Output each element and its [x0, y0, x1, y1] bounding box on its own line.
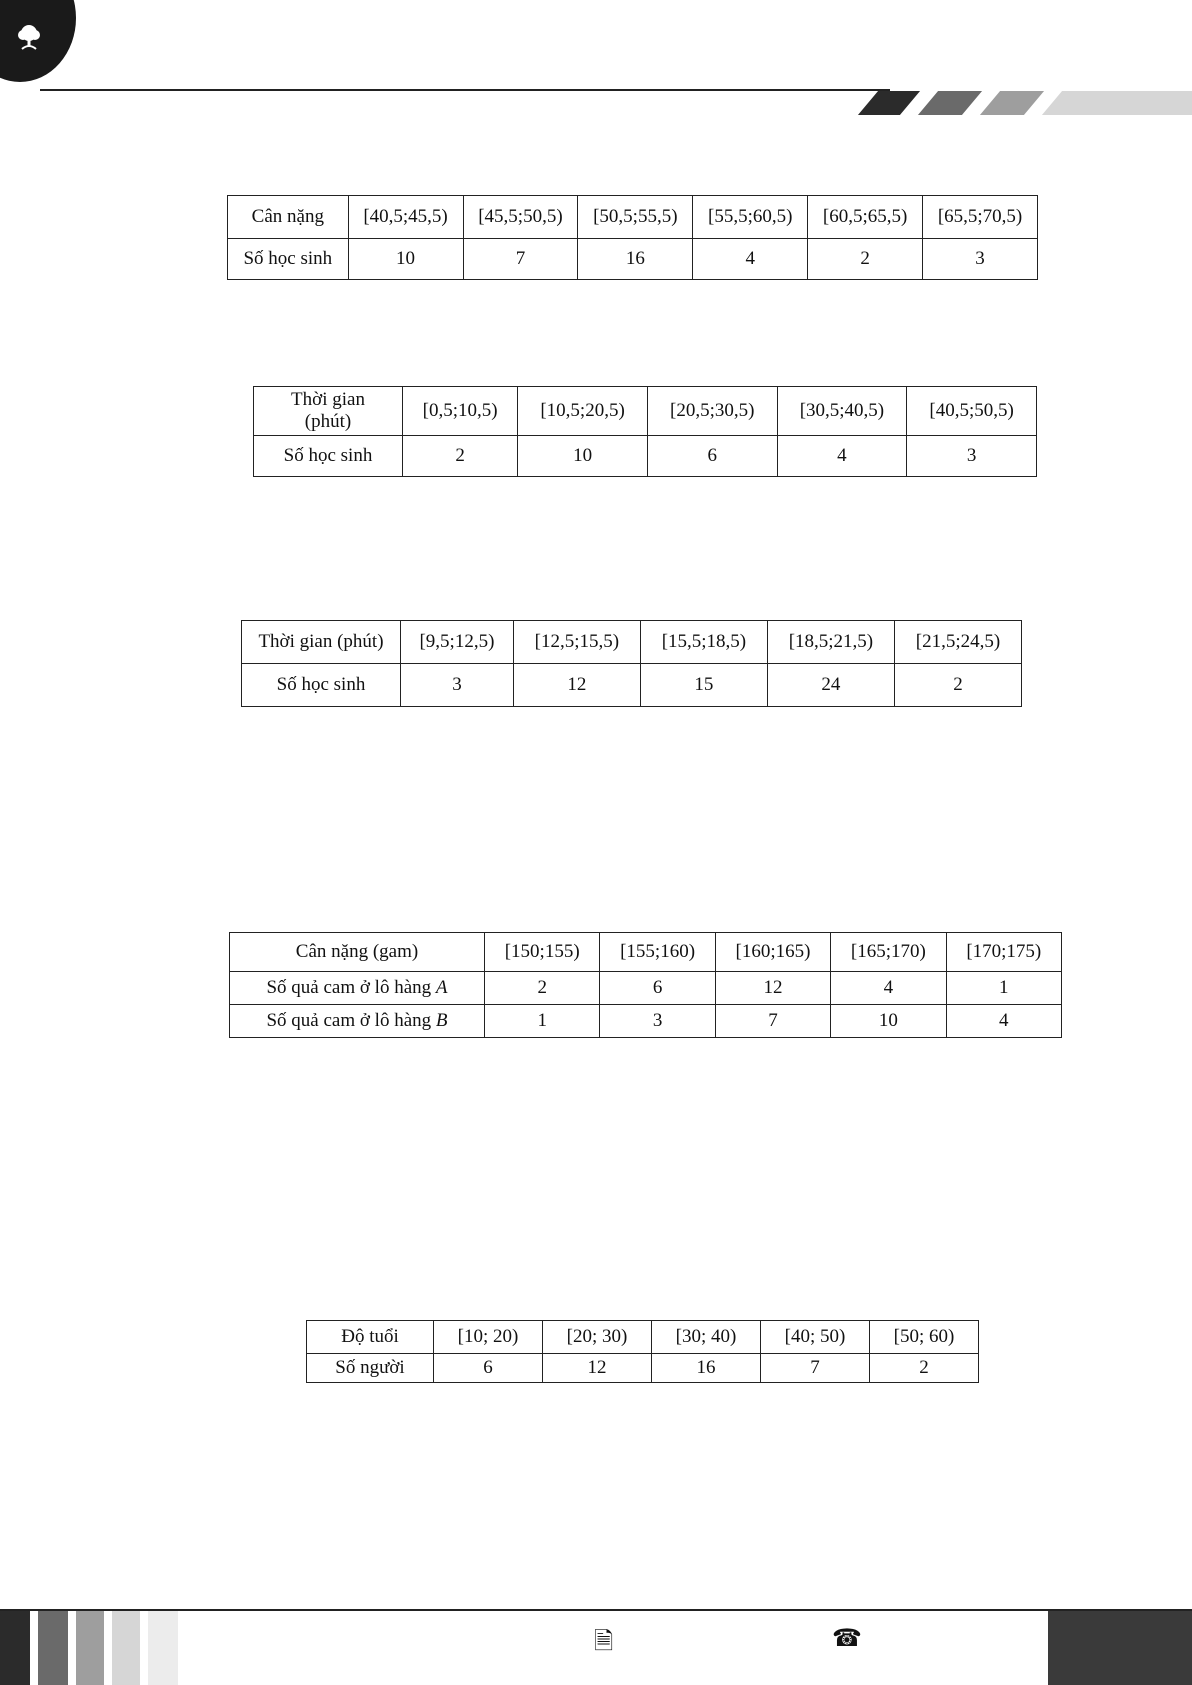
header-stripe: [980, 91, 1044, 115]
table-header-cell: [40; 50): [761, 1321, 870, 1354]
header-stripe: [1042, 91, 1192, 115]
time-table-2: [241, 620, 1022, 707]
table-header-cell: Thời gian (phút): [242, 621, 401, 664]
table-cell: [230, 1005, 485, 1038]
table-header-cell: [30; 40): [652, 1321, 761, 1354]
table-row: [242, 621, 1022, 664]
table-row: [307, 1321, 979, 1354]
table-header-cell: [45,5;50,5): [463, 196, 578, 239]
table-cell: Số học sinh: [254, 436, 403, 477]
row-variable: A: [435, 977, 448, 998]
table-header-cell: Độ tuổi: [307, 1321, 434, 1354]
table-cell: 2: [870, 1354, 979, 1383]
table-cell: 16: [652, 1354, 761, 1383]
row-variable: B: [435, 1010, 448, 1031]
table-row: [307, 1354, 979, 1383]
footer-block: [112, 1611, 140, 1685]
header-rule: [40, 89, 890, 91]
header-stripe: [858, 91, 920, 115]
age-table: [306, 1320, 979, 1383]
table-header-cell: [65,5;70,5): [923, 196, 1038, 239]
table-header-cell: Cân nặng (gam): [230, 933, 485, 972]
table-cell: 2: [808, 239, 923, 280]
time-table-1: [253, 386, 1037, 477]
table-cell: 4: [693, 239, 808, 280]
table-header-cell: [170;175): [946, 933, 1061, 972]
weight-table: [227, 195, 1038, 280]
document-icon: 🗎: [594, 1627, 614, 1655]
footer-block: [148, 1611, 178, 1685]
table-header-cell: [50,5;55,5): [578, 196, 693, 239]
footer-page-block: [1048, 1611, 1192, 1685]
table-cell: 12: [543, 1354, 652, 1383]
table-cell: [230, 972, 485, 1005]
table-cell: Số học sinh: [228, 239, 349, 280]
table-header-cell: [40,5;45,5): [348, 196, 463, 239]
table-cell: 2: [403, 436, 518, 477]
table-cell: 12: [715, 972, 830, 1005]
table-cell: 4: [831, 972, 946, 1005]
table-row: [228, 239, 1038, 280]
table-cell: 2: [485, 972, 600, 1005]
table-header-cell: [30,5;40,5): [777, 387, 907, 436]
table-cell: 6: [434, 1354, 543, 1383]
table-header-cell: [15,5;18,5): [640, 621, 767, 664]
table-header-cell: [160;165): [715, 933, 830, 972]
table-header-cell: [150;155): [485, 933, 600, 972]
table-cell: Số người: [307, 1354, 434, 1383]
table-header-cell: [12,5;15,5): [513, 621, 640, 664]
table-header-cell: [21,5;24,5): [894, 621, 1021, 664]
table-row: [230, 933, 1062, 972]
table-cell: 6: [600, 972, 715, 1005]
table-row: [242, 664, 1022, 707]
header-stripe: [918, 91, 982, 115]
table-cell: 7: [715, 1005, 830, 1038]
table-header-cell: [165;170): [831, 933, 946, 972]
header-line: Thời gian: [291, 389, 365, 410]
table-header-cell: [10,5;20,5): [518, 387, 648, 436]
table-header-cell: [60,5;65,5): [808, 196, 923, 239]
row-label: Số quả cam ở lô hàng: [266, 1010, 432, 1031]
table-cell: 3: [923, 239, 1038, 280]
table-cell: 3: [907, 436, 1037, 477]
table-cell: 7: [463, 239, 578, 280]
table-header-cell: [20; 30): [543, 1321, 652, 1354]
table-cell: 10: [831, 1005, 946, 1038]
table-row: [228, 196, 1038, 239]
header-line: (phút): [304, 411, 352, 432]
table-header-cell: [9,5;12,5): [401, 621, 514, 664]
table-cell: 15: [640, 664, 767, 707]
table-header-cell: Cân nặng: [228, 196, 349, 239]
table-header-cell: [0,5;10,5): [403, 387, 518, 436]
table-row: [254, 436, 1037, 477]
footer-block: [38, 1611, 68, 1685]
table-header-cell: [40,5;50,5): [907, 387, 1037, 436]
table-cell: 6: [647, 436, 777, 477]
footer-block: [0, 1611, 30, 1685]
table-row: [230, 1005, 1062, 1038]
footer-rule: [0, 1609, 1192, 1611]
table-cell: 2: [894, 664, 1021, 707]
table-cell: 3: [600, 1005, 715, 1038]
table-header-cell: [50; 60): [870, 1321, 979, 1354]
table-header-cell: [155;160): [600, 933, 715, 972]
table-row: [230, 972, 1062, 1005]
table-cell: 3: [401, 664, 514, 707]
table-cell: 1: [485, 1005, 600, 1038]
table-cell: 10: [518, 436, 648, 477]
table-header-cell: [20,5;30,5): [647, 387, 777, 436]
table-cell: 4: [946, 1005, 1061, 1038]
table-cell: 10: [348, 239, 463, 280]
table-header-cell: [254, 387, 403, 436]
table-cell: 1: [946, 972, 1061, 1005]
table-header-cell: [10; 20): [434, 1321, 543, 1354]
table-cell: 12: [513, 664, 640, 707]
table-cell: 24: [767, 664, 894, 707]
phone-icon: ☎: [832, 1624, 862, 1652]
table-row: [254, 387, 1037, 436]
table-header-cell: [18,5;21,5): [767, 621, 894, 664]
table-cell: 4: [777, 436, 907, 477]
tree-logo-icon: [14, 22, 44, 52]
row-label: Số quả cam ở lô hàng: [266, 977, 432, 998]
table-cell: 7: [761, 1354, 870, 1383]
table-cell: 16: [578, 239, 693, 280]
table-header-cell: [55,5;60,5): [693, 196, 808, 239]
footer-block: [76, 1611, 104, 1685]
orange-weight-table: [229, 932, 1062, 1038]
table-cell: Số học sinh: [242, 664, 401, 707]
